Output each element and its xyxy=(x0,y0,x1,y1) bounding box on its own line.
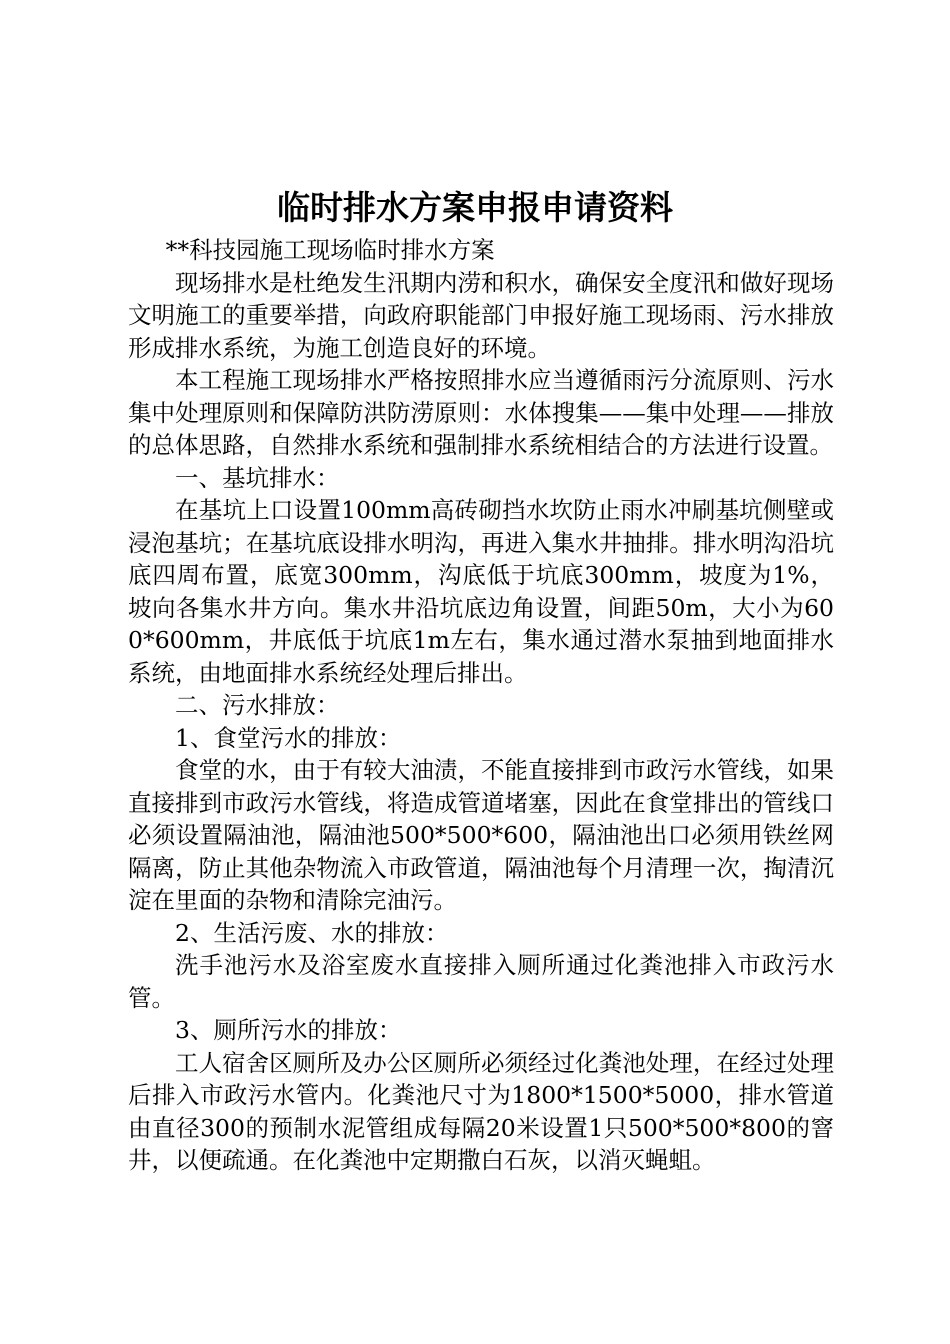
paragraph-domestic-waste: 洗手池污水及浴室废水直接排入厕所通过化粪池排入市政污水管。 xyxy=(128,951,834,1012)
section-heading-sewage: 二、污水排放： xyxy=(175,691,340,719)
section-heading-pit-drainage: 一、基坑排水： xyxy=(175,463,340,492)
paragraph-toilet-sewage: 工人宿舍区厕所及办公区厕所必须经过化粪池处理，在经过处理后排入市政污水管内。化粪池尺寸为1800*1500*5000，排水管道由直径300的预制水泥管组成每隔20米设置1只500*500*800的窨井，以便疏通。在化粪池中定期撒白石灰，以消灭蝇蛆。 xyxy=(128,1048,834,1174)
paragraph-canteen-sewage: 食堂的水，由于有较大油渍，不能直接排到市政污水管线，如果直接排到市政污水管线，将造成管道堵塞，因此在食堂排出的管线口必须设置隔油池，隔油池500*500*600，隔油池出口必须用铁丝网隔离，防止其他杂物流入市政管道，隔油池每个月清理一次，掏清沉淀在里面的杂物和清除完油污。 xyxy=(128,756,834,914)
paragraph-pit-drainage: 在基坑上口设置100mm高砖砌挡水坎防止雨水冲刷基坑侧壁或浸泡基坑；在基坑底设排水明沟，再进入集水井抽排。排水明沟沿坑底四周布置，底宽300mm，沟底低于坑底300mm，坡度为1%，坡向各集水井方向。集水井沿坑底边角设置，间距50m，大小为600*600mm，井底低于坑底1m左右，集水通过潜水泵抽到地面排水系统，由地面排水系统经处理后排出。 xyxy=(128,496,834,687)
document-title: 临时排水方案申报申请资料 xyxy=(277,188,673,227)
subheading-domestic-waste: 2、生活污废、水的排放： xyxy=(175,918,449,947)
document-body xyxy=(128,234,834,1177)
paragraph-principles: 本工程施工现场排水严格按照排水应当遵循雨污分流原则、污水集中处理原则和保障防洪防涝原则：水体搜集——集中处理——排放的总体思路，自然排水系统和强制排水系统相结合的方法进行设置。 xyxy=(128,366,834,459)
subheading-canteen-sewage: 1、食堂污水的排放： xyxy=(175,723,402,752)
document-subtitle: **科技园施工现场临时排水方案 xyxy=(165,236,495,264)
subheading-toilet-sewage: 3、厕所污水的排放： xyxy=(175,1016,402,1044)
paragraph-intro: 现场排水是杜绝发生汛期内涝和积水，确保安全度汛和做好现场文明施工的重要举措，向政府职能部门申报好施工现场雨、污水排放形成排水系统，为施工创造良好的环境。 xyxy=(128,268,834,362)
